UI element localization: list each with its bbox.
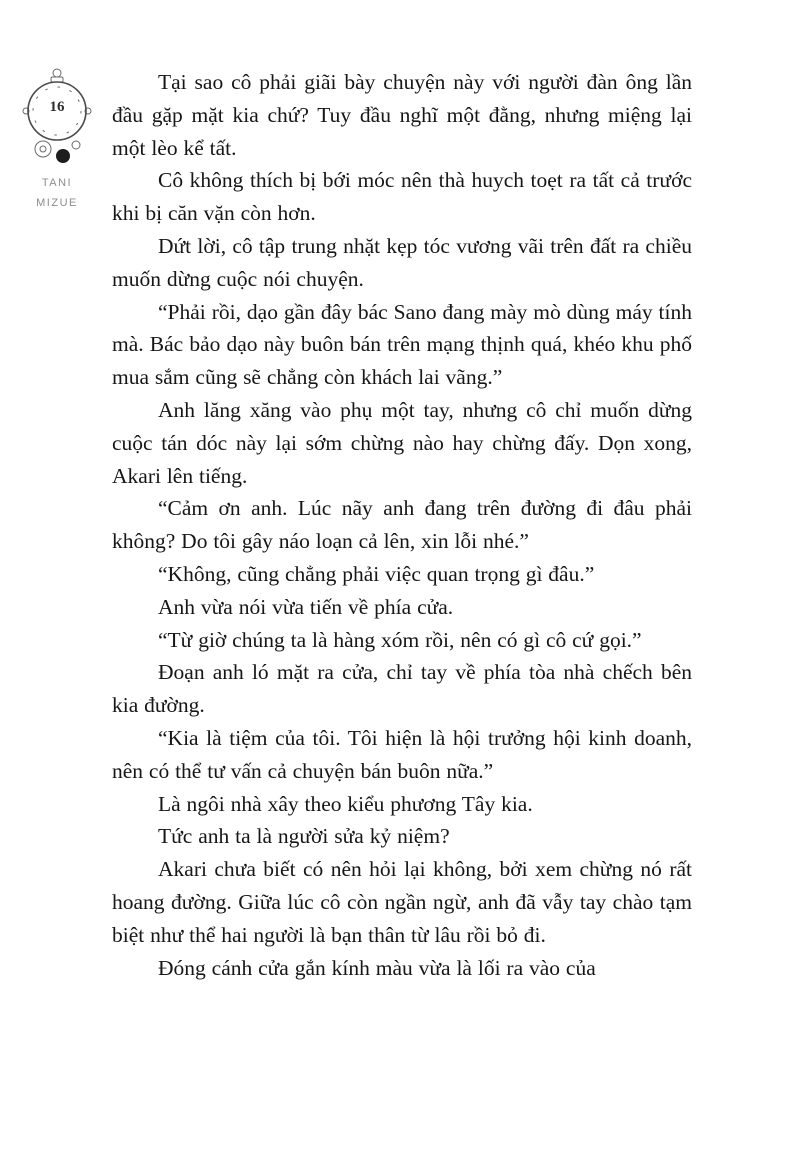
page-number: 16	[49, 99, 65, 115]
page-content	[112, 66, 692, 984]
author-line-1: TANI	[41, 177, 73, 189]
paragraph-6: “Cảm ơn anh. Lúc nãy anh đang trên đường đi đâu phải không? Do tôi gây náo loạn cả lên, xin lỗi nhé.”	[112, 496, 692, 554]
paragraph-9: “Từ giờ chúng ta là hàng xóm rồi, nên có gì cô cứ gọi.”	[158, 627, 642, 652]
paragraph-11: “Kia là tiệm của tôi. Tôi hiện là hội trưởng hội kinh doanh, nên có thể tư vấn cả chuyện bán buôn nữa.”	[112, 725, 692, 783]
clock-icon	[18, 66, 96, 166]
paragraph-1: Tại sao cô phải giãi bày chuyện này với người đàn ông lần đầu gặp mặt kia chứ? Tuy đầu nghĩ một đằng, nhưng miệng lại một lèo kể tất.	[112, 70, 692, 160]
author-name	[18, 174, 96, 214]
clock-illustration	[18, 66, 96, 166]
paragraph-15: Đóng cánh cửa gắn kính màu vừa là lối ra vào của	[158, 955, 596, 980]
paragraph-14: Akari chưa biết có nên hỏi lại không, bởi xem chừng nó rất hoang đường. Giữa lúc cô còn ngần ngừ, anh đã vẫy tay chào tạm biệt như thể hai người là bạn thân từ lâu rồi bỏ đi.	[112, 857, 692, 947]
paragraph-3: Dứt lời, cô tập trung nhặt kẹp tóc vương vãi trên đất ra chiều muốn dừng cuộc nói chuyện.	[112, 233, 692, 291]
paragraph-7: “Không, cũng chẳng phải việc quan trọng gì đâu.”	[158, 561, 595, 586]
paragraph-8: Anh vừa nói vừa tiến về phía cửa.	[158, 594, 454, 619]
paragraph-2: Cô không thích bị bới móc nên thà huych toẹt ra tất cả trước khi bị căn vặn còn hơn.	[112, 168, 692, 226]
author-line-2: MIZUE	[36, 196, 78, 209]
paragraph-10: Đoạn anh ló mặt ra cửa, chỉ tay về phía tòa nhà chếch bên kia đường.	[112, 660, 692, 718]
paragraph-13: Tức anh ta là người sửa kỷ niệm?	[158, 824, 450, 849]
paragraph-12: Là ngôi nhà xây theo kiểu phương Tây kia.	[158, 791, 533, 816]
paragraph-5: Anh lăng xăng vào phụ một tay, nhưng cô chỉ muốn dừng cuộc tán dóc này lại sớm chừng nào hay chừng đấy. Dọn xong, Akari lên tiếng.	[112, 397, 692, 488]
page-margin	[18, 66, 96, 214]
paragraph-4: “Phải rồi, dạo gần đây bác Sano đang mày mò dùng máy tính mà. Bác bảo dạo này buôn bán trên mạng thịnh quá, khéo khu phố mua sắm cũng sẽ chẳng còn khách lai vãng.”	[112, 299, 692, 390]
